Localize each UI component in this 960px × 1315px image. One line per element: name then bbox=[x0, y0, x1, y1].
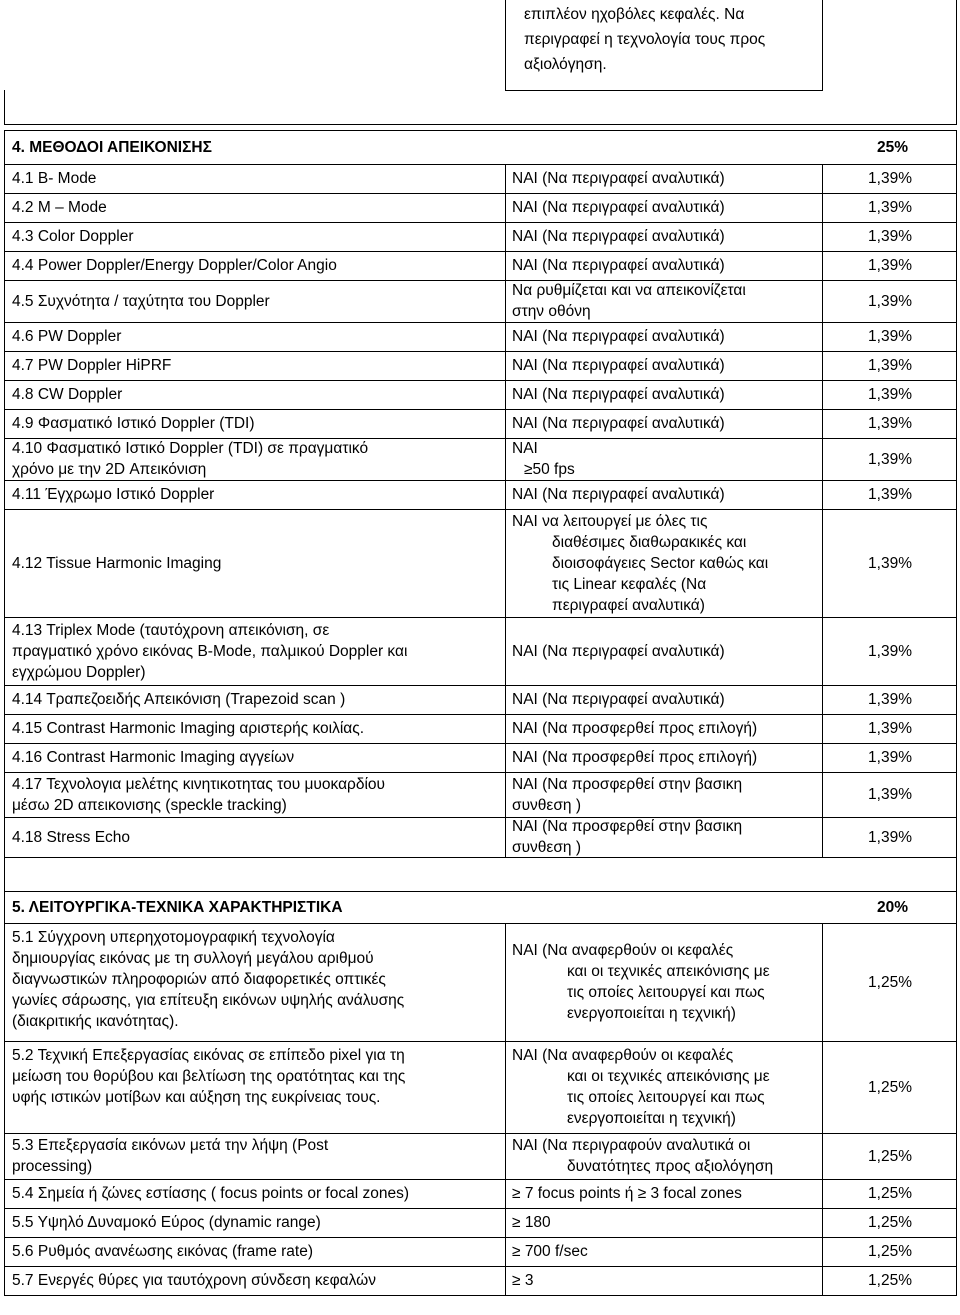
top-cell-line: αξιολόγηση. bbox=[524, 56, 607, 73]
row-label: δημιουργίας εικόνας με τη συλλογή μεγάλου αριθμού bbox=[12, 950, 374, 967]
row-border bbox=[4, 509, 957, 510]
row-weight: 1,25% bbox=[868, 1147, 912, 1165]
row-label: 4.5 Συχνότητα / ταχύτητα του Doppler bbox=[12, 292, 270, 310]
row-border bbox=[4, 1295, 957, 1296]
row-border bbox=[4, 685, 957, 686]
row-label: 4.18 Stress Echo bbox=[12, 828, 131, 846]
row-label: 5.7 Ενεργές θύρες για ταυτόχρονη σύνδεση κεφαλών bbox=[12, 1272, 376, 1289]
row-border bbox=[4, 743, 957, 744]
row-weight: 1,39% bbox=[868, 199, 912, 216]
row-requirement: ≥50 fps bbox=[524, 461, 575, 478]
column-border bbox=[4, 130, 5, 857]
row-label: μέσω 2D απεικονισης (speckle tracking) bbox=[12, 796, 287, 814]
row-requirement: ΝΑΙ (Να περιγραφεί αναλυτικά) bbox=[512, 415, 725, 432]
row-requirement: ≥ 3 bbox=[512, 1272, 534, 1289]
row-requirement: συνθεση ) bbox=[512, 796, 581, 814]
column-border bbox=[822, 923, 823, 1295]
row-label: 4.8 CW Doppler bbox=[12, 386, 123, 403]
row-border bbox=[4, 1179, 957, 1180]
row-requirement: ΝΑΙ (Να προσφερθεί στην βασικη bbox=[512, 818, 743, 835]
row-label: 4.11 Έγχρωμο Ιστικό Doppler bbox=[12, 486, 215, 503]
column-border bbox=[505, 164, 506, 857]
row-requirement: τις οποίες λειτουργεί και πως bbox=[567, 984, 765, 1001]
column-border bbox=[4, 891, 5, 1295]
row-weight: 1,39% bbox=[868, 328, 912, 345]
column-border bbox=[4, 90, 5, 124]
section-5-title: 5. ΛΕΙΤΟΥΡΓΙΚΑ-ΤΕΧΝΙΚΑ ΧΑΡΑΚΤΗΡΙΣΤΙΚΑ bbox=[12, 899, 343, 916]
row-border bbox=[4, 351, 957, 352]
section-5-weight: 20% bbox=[876, 899, 908, 916]
row-weight: 1,39% bbox=[868, 642, 912, 660]
row-weight: 1,39% bbox=[868, 228, 912, 245]
row-border bbox=[4, 714, 957, 715]
row-label: εγχρώμου Doppler) bbox=[12, 663, 146, 681]
row-requirement: και οι τεχνικές απεικόνισης με bbox=[567, 1068, 770, 1085]
row-border bbox=[4, 409, 957, 410]
row-requirement: τις Linear κεφαλές (Να bbox=[552, 575, 707, 593]
row-label: 4.13 Triplex Mode (ταυτόχρονη απεικόνιση, σε bbox=[12, 621, 330, 639]
row-requirement: στην οθόνη bbox=[512, 303, 591, 320]
row-border bbox=[4, 124, 957, 125]
row-requirement: Να ρυθμίζεται και να απεικονίζεται bbox=[512, 282, 746, 299]
row-weight: 1,25% bbox=[868, 973, 912, 991]
row-requirement: ≥ 700 f/sec bbox=[512, 1243, 588, 1260]
row-border bbox=[4, 817, 957, 818]
column-border bbox=[505, 923, 506, 1295]
row-border bbox=[4, 617, 957, 618]
row-label: 4.10 Φασματικό Ιστικό Doppler (TDI) σε πραγματικό bbox=[12, 440, 369, 457]
row-label: 4.6 PW Doppler bbox=[12, 328, 122, 345]
row-weight: 1,39% bbox=[868, 357, 912, 374]
row-label: 4.9 Φασματικό Ιστικό Doppler (TDI) bbox=[12, 415, 255, 432]
row-weight: 1,39% bbox=[868, 257, 912, 274]
top-cell-line: περιγραφεί η τεχνολογία τους προς bbox=[524, 31, 766, 48]
row-requirement: ενεργοποιείται η τεχνική) bbox=[567, 1110, 736, 1127]
row-weight: 1,25% bbox=[868, 1243, 912, 1260]
row-weight: 1,39% bbox=[868, 720, 912, 737]
column-border bbox=[956, 0, 957, 124]
row-label: 5.5 Υψηλό Δυναμοκό Εύρος (dynamic range) bbox=[12, 1214, 321, 1231]
row-label: 4.12 Tissue Harmonic Imaging bbox=[12, 554, 222, 572]
row-weight: 1,39% bbox=[868, 691, 912, 708]
row-label: 5.4 Σημεία ή ζώνες εστίασης ( focus points or focal zones) bbox=[12, 1185, 409, 1202]
row-requirement: ΝΑΙ (Να περιγραφεί αναλυτικά) bbox=[512, 257, 725, 274]
column-border bbox=[956, 891, 957, 1295]
row-requirement: ΝΑΙ (Να περιγραφεί αναλυτικά) bbox=[512, 170, 725, 187]
row-weight: 1,39% bbox=[868, 450, 912, 468]
row-border bbox=[4, 1266, 957, 1267]
section-4-weight: 25% bbox=[876, 139, 908, 156]
row-requirement: ΝΑΙ (Να προσφερθεί προς επιλογή) bbox=[512, 720, 758, 737]
row-requirement: περιγραφεί αναλυτικά) bbox=[552, 596, 705, 614]
row-label: processing) bbox=[12, 1158, 93, 1175]
row-requirement: ενεργοποιείται η τεχνική) bbox=[567, 1005, 736, 1022]
row-border bbox=[4, 164, 957, 165]
row-weight: 1,39% bbox=[868, 828, 912, 846]
row-requirement: τις οποίες λειτουργεί και πως bbox=[567, 1089, 765, 1106]
row-weight: 1,39% bbox=[868, 749, 912, 766]
row-weight: 1,25% bbox=[868, 1272, 912, 1289]
row-border bbox=[4, 480, 957, 481]
row-label: χρόνο με την 2D Απεικόνιση bbox=[12, 461, 207, 478]
row-label: 4.17 Τεχνολογια μελέτης κινητικοτητας του μυοκαρδίου bbox=[12, 775, 386, 793]
row-label: 5.6 Ρυθμός ανανέωσης εικόνας (frame rate) bbox=[12, 1243, 313, 1260]
row-label: 4.7 PW Doppler HiPRF bbox=[12, 357, 172, 374]
row-requirement: ΝΑΙ (Να περιγραφεί αναλυτικά) bbox=[512, 386, 725, 403]
row-weight: 1,39% bbox=[868, 415, 912, 432]
row-requirement: ΝΑΙ (Να περιγραφεί αναλυτικά) bbox=[512, 199, 725, 216]
row-border bbox=[4, 222, 957, 223]
row-requirement: ΝΑΙ (Να περιγραφούν αναλυτικά οι bbox=[512, 1137, 751, 1154]
row-border bbox=[4, 1041, 957, 1042]
row-border bbox=[4, 1208, 957, 1209]
row-requirement: συνθεση ) bbox=[512, 839, 581, 856]
row-requirement: ΝΑΙ (Να προσφερθεί στην βασικη bbox=[512, 775, 743, 793]
row-requirement: ΝΑΙ (Να προσφερθεί προς επιλογή) bbox=[512, 749, 758, 766]
row-weight: 1,39% bbox=[868, 170, 912, 187]
column-border bbox=[822, 164, 823, 857]
row-border bbox=[4, 380, 957, 381]
row-weight: 1,39% bbox=[868, 786, 912, 803]
row-requirement: διοισοφάγειες Sector καθώς και bbox=[552, 554, 769, 572]
row-weight: 1,25% bbox=[868, 1214, 912, 1231]
row-border bbox=[4, 251, 957, 252]
row-border bbox=[4, 130, 957, 131]
row-label: μείωση του θορύβου και βελτίωση της ορατότητας και της bbox=[12, 1068, 406, 1085]
row-weight: 1,39% bbox=[868, 554, 912, 572]
row-requirement: ΝΑΙ (Να περιγραφεί αναλυτικά) bbox=[512, 486, 725, 503]
row-requirement: ΝΑΙ bbox=[512, 440, 538, 457]
row-requirement: ΝΑΙ (Να περιγραφεί αναλυτικά) bbox=[512, 228, 725, 245]
row-label: γωνίες σάρωσης, για επίτευξη εικόνων υψηλής ανάλυσης bbox=[12, 992, 405, 1009]
row-label: 4.2 M – Mode bbox=[12, 199, 107, 216]
row-requirement: ΝΑΙ να λειτουργεί με όλες τις bbox=[512, 512, 708, 530]
row-border bbox=[4, 1133, 957, 1134]
row-weight: 1,39% bbox=[868, 292, 912, 310]
top-cell-line: επιπλέον ηχοβόλες κεφαλές. Να bbox=[524, 6, 745, 23]
row-label: 4.3 Color Doppler bbox=[12, 228, 134, 245]
row-label: 5.2 Τεχνική Επεξεργασίας εικόνας σε επίπεδο pixel για τη bbox=[12, 1047, 405, 1064]
row-label: 4.15 Contrast Harmonic Imaging αριστερής κοιλίας. bbox=[12, 720, 365, 737]
row-requirement: ΝΑΙ (Να περιγραφεί αναλυτικά) bbox=[512, 328, 725, 345]
column-border bbox=[822, 0, 823, 90]
row-border bbox=[4, 193, 957, 194]
row-label: 4.1 B- Mode bbox=[12, 170, 97, 187]
row-weight: 1,39% bbox=[868, 386, 912, 403]
row-border bbox=[4, 891, 957, 892]
row-requirement: και οι τεχνικές απεικόνισης με bbox=[567, 963, 770, 980]
column-border bbox=[956, 130, 957, 857]
section-4-title: 4. ΜΕΘΟΔΟΙ ΑΠΕΙΚΟΝΙΣΗΣ bbox=[12, 139, 212, 156]
row-border bbox=[4, 1237, 957, 1238]
row-requirement: ≥ 7 focus points ή ≥ 3 focal zones bbox=[512, 1185, 742, 1202]
row-label: 4.14 Τραπεζοειδής Απεικόνιση (Trapezoid scan ) bbox=[12, 691, 346, 708]
row-label: 5.3 Επεξεργασία εικόνων μετά την λήψη (Post bbox=[12, 1137, 329, 1154]
row-requirement: ΝΑΙ (Να αναφερθούν οι κεφαλές bbox=[512, 942, 734, 959]
row-requirement: ≥ 180 bbox=[512, 1214, 551, 1231]
row-border bbox=[4, 857, 957, 858]
row-weight: 1,25% bbox=[868, 1078, 912, 1096]
row-label: 4.4 Power Doppler/Energy Doppler/Color Angio bbox=[12, 257, 337, 274]
column-border bbox=[505, 0, 506, 90]
row-label: διαγνωστικών πληροφοριών από διαφορετικές οπτικές bbox=[12, 971, 386, 988]
row-label: (διακριτικής ικανότητας). bbox=[12, 1013, 179, 1030]
row-requirement: ΝΑΙ (Να περιγραφεί αναλυτικά) bbox=[512, 642, 725, 660]
column-border bbox=[4, 857, 5, 891]
row-border bbox=[4, 322, 957, 323]
column-border bbox=[956, 857, 957, 891]
row-requirement: ΝΑΙ (Να περιγραφεί αναλυτικά) bbox=[512, 357, 725, 374]
row-label: 5.1 Σύγχρονη υπερηχοτομογραφική τεχνολογία bbox=[12, 929, 335, 946]
row-weight: 1,25% bbox=[868, 1185, 912, 1202]
row-weight: 1,39% bbox=[868, 486, 912, 503]
row-border bbox=[4, 923, 957, 924]
row-label: 4.16 Contrast Harmonic Imaging αγγείων bbox=[12, 749, 295, 766]
row-requirement: ΝΑΙ (Να αναφερθούν οι κεφαλές bbox=[512, 1047, 734, 1064]
row-label: πραγματικό χρόνο εικόνας B-Mode, παλμικού Doppler και bbox=[12, 642, 408, 660]
row-requirement: ΝΑΙ (Να περιγραφεί αναλυτικά) bbox=[512, 691, 725, 708]
row-requirement: δυνατότητες προς αξιολόγηση bbox=[567, 1158, 774, 1175]
row-border bbox=[4, 280, 957, 281]
row-label: υφής ιστικών μοτίβων και αύξηση της ευκρίνειας τους. bbox=[12, 1089, 381, 1106]
row-border bbox=[505, 90, 823, 91]
row-requirement: διαθέσιμες διαθωρακικές και bbox=[552, 533, 747, 551]
